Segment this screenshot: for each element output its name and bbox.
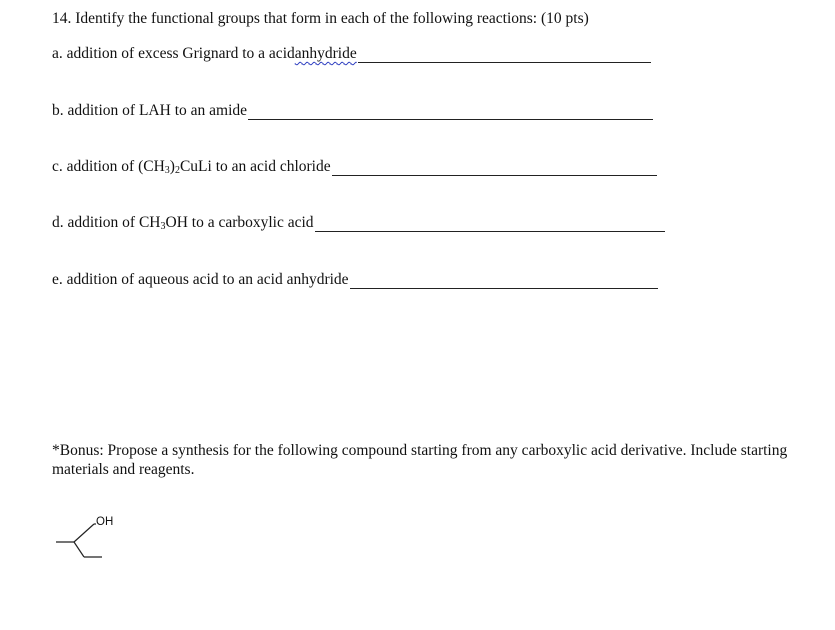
skeletal-structure-icon <box>50 512 140 572</box>
answer-blank-c[interactable] <box>332 161 657 176</box>
item-d-label: d. addition of $CH_3OH$ to a carboxylic acid <box>52 214 314 232</box>
item-b-label: b. addition of LAH to an amide <box>52 102 247 119</box>
answer-blank-b[interactable] <box>248 105 653 120</box>
question-item-c <box>52 158 657 176</box>
item-a-label: a. addition of excess Grignard to a acid <box>52 45 295 62</box>
question-item-a <box>52 45 651 63</box>
question-item-e <box>52 271 658 289</box>
hydroxyl-label: OH <box>96 516 114 528</box>
answer-blank-a[interactable] <box>358 48 651 63</box>
question-item-b <box>52 102 653 120</box>
target-compound-structure <box>50 512 140 572</box>
item-e-label: e. addition of aqueous acid to an acid anhydride <box>52 271 349 288</box>
answer-blank-d[interactable] <box>315 217 665 232</box>
bonus-question: *Bonus: Propose a synthesis for the following compound starting from any carboxylic acid derivative. Include starting materials and reagents. <box>52 442 788 478</box>
item-c-label: c. addition of $(CH_3)_2CuLi$ to an acid chloride <box>52 158 331 176</box>
item-a-flagged-word: anhydride <box>294 45 357 62</box>
question-item-d <box>52 214 665 232</box>
question-title: 14. Identify the functional groups that form in each of the following reactions: (10 pts) <box>52 10 589 27</box>
answer-blank-e[interactable] <box>350 274 658 289</box>
